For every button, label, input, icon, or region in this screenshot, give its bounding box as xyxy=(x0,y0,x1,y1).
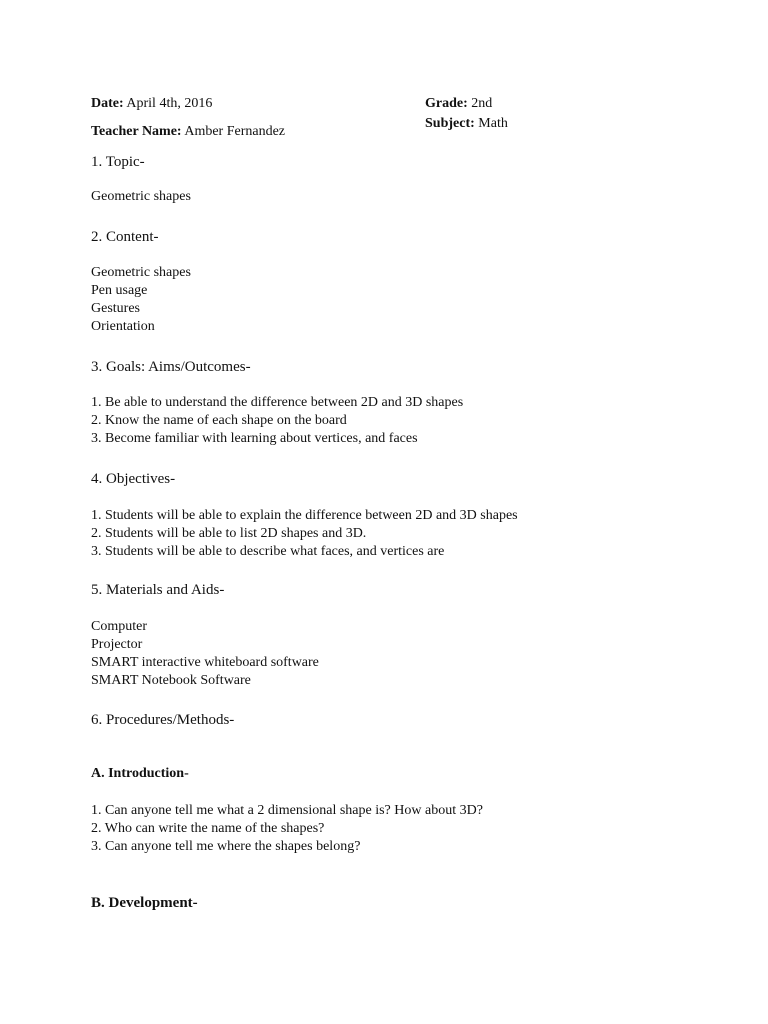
date-label: Date: xyxy=(91,96,124,111)
grade-value: 2nd xyxy=(471,96,493,111)
topic-heading: 1. Topic- xyxy=(91,154,145,170)
development-heading: B. Development- xyxy=(91,895,198,911)
grade-label: Grade: xyxy=(425,96,468,111)
materials-body xyxy=(91,618,319,690)
content-line: Gestures xyxy=(91,301,140,316)
subject-value: Math xyxy=(478,116,508,131)
content-body xyxy=(91,264,191,336)
objectives-line: 1. Students will be able to explain the difference between 2D and 3D shapes xyxy=(91,508,518,523)
objectives-line: 3. Students will be able to describe what faces, and vertices are xyxy=(91,544,445,559)
goals-body xyxy=(91,394,463,448)
materials-line: Projector xyxy=(91,637,143,652)
materials-line: Computer xyxy=(91,619,147,634)
objectives-body xyxy=(91,507,518,561)
subject-line xyxy=(425,116,508,132)
introduction-line: 1. Can anyone tell me what a 2 dimensional shape is? How about 3D? xyxy=(91,803,483,818)
date-line xyxy=(91,96,212,112)
goals-line: 2. Know the name of each shape on the board xyxy=(91,413,347,428)
introduction-line: 3. Can anyone tell me where the shapes belong? xyxy=(91,839,361,854)
introduction-line: 2. Who can write the name of the shapes? xyxy=(91,821,325,836)
materials-heading: 5. Materials and Aids- xyxy=(91,582,225,598)
materials-line: SMART Notebook Software xyxy=(91,673,251,688)
subject-label: Subject: xyxy=(425,116,475,131)
content-line: Orientation xyxy=(91,319,155,334)
objectives-line: 2. Students will be able to list 2D shapes and 3D. xyxy=(91,526,367,541)
content-line: Geometric shapes xyxy=(91,265,191,280)
goals-heading: 3. Goals: Aims/Outcomes- xyxy=(91,359,251,375)
goals-line: 3. Become familiar with learning about vertices, and faces xyxy=(91,431,418,446)
date-value: April 4th, 2016 xyxy=(126,96,213,111)
content-line: Pen usage xyxy=(91,283,148,298)
content-heading: 2. Content- xyxy=(91,229,159,245)
introduction-body xyxy=(91,802,483,856)
grade-line xyxy=(425,96,492,112)
topic-body xyxy=(91,188,191,206)
materials-line: SMART interactive whiteboard software xyxy=(91,655,319,670)
introduction-heading: A. Introduction- xyxy=(91,766,189,781)
teacher-label: Teacher Name: xyxy=(91,124,182,139)
teacher-value: Amber Fernandez xyxy=(184,124,286,139)
objectives-heading: 4. Objectives- xyxy=(91,471,176,487)
topic-line: Geometric shapes xyxy=(91,189,191,204)
teacher-line xyxy=(91,124,285,140)
goals-line: 1. Be able to understand the difference between 2D and 3D shapes xyxy=(91,395,464,410)
procedures-heading: 6. Procedures/Methods- xyxy=(91,712,235,728)
